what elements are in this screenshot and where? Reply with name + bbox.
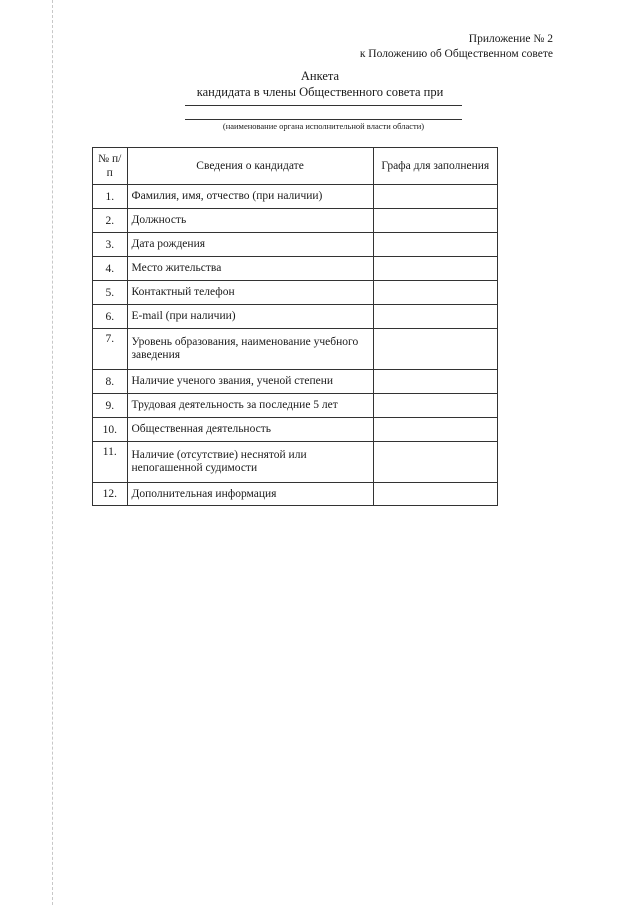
row-label: Дополнительная информация <box>127 483 373 506</box>
row-label: Дата рождения <box>127 233 373 257</box>
row-number: 8. <box>93 370 128 394</box>
table-header-row <box>93 148 498 185</box>
fill-cell[interactable] <box>373 209 497 233</box>
table-row <box>93 233 498 257</box>
fill-cell[interactable] <box>373 257 497 281</box>
row-label: Наличие (отсутствие) неснятой или непогашенной судимости <box>127 442 373 483</box>
organ-name-blank-line-2[interactable] <box>185 119 462 120</box>
row-label: Наличие ученого звания, ученой степени <box>127 370 373 394</box>
table-row <box>93 418 498 442</box>
table-row <box>93 370 498 394</box>
row-label: Фамилия, имя, отчество (при наличии) <box>127 185 373 209</box>
table-row <box>93 209 498 233</box>
row-label: Место жительства <box>127 257 373 281</box>
table-row <box>93 185 498 209</box>
fill-cell[interactable] <box>373 329 497 370</box>
row-number: 7. <box>93 329 128 370</box>
row-label: Общественная деятельность <box>127 418 373 442</box>
organ-name-caption: (наименование органа исполнительной власти области) <box>222 121 425 131</box>
row-label: Контактный телефон <box>127 281 373 305</box>
table-row <box>93 394 498 418</box>
fill-cell[interactable] <box>373 394 497 418</box>
fill-cell[interactable] <box>373 483 497 506</box>
table-row <box>93 281 498 305</box>
fill-cell[interactable] <box>373 305 497 329</box>
row-label: Трудовая деятельность за последние 5 лет <box>127 394 373 418</box>
row-number: 2. <box>93 209 128 233</box>
table-row <box>93 483 498 506</box>
row-number: 10. <box>93 418 128 442</box>
row-number: 11. <box>93 442 128 483</box>
fill-cell[interactable] <box>373 281 497 305</box>
form-title <box>0 68 640 100</box>
table-row <box>93 305 498 329</box>
row-number: 4. <box>93 257 128 281</box>
table-row <box>93 329 498 370</box>
row-number: 5. <box>93 281 128 305</box>
form-title-sub: кандидата в члены Общественного совета при <box>196 85 444 99</box>
row-number: 1. <box>93 185 128 209</box>
table-row <box>93 442 498 483</box>
fill-cell[interactable] <box>373 418 497 442</box>
row-number: 12. <box>93 483 128 506</box>
fill-cell[interactable] <box>373 442 497 483</box>
row-number: 9. <box>93 394 128 418</box>
row-number: 3. <box>93 233 128 257</box>
row-number: 6. <box>93 305 128 329</box>
header-info: Сведения о кандидате <box>127 148 373 185</box>
table-row <box>93 257 498 281</box>
row-label: E-mail (при наличии) <box>127 305 373 329</box>
appendix-reference: к Положению об Общественном совете <box>359 48 553 60</box>
header-fill: Графа для заполнения <box>373 148 497 185</box>
organ-name-blank-line[interactable] <box>185 105 462 106</box>
fill-cell[interactable] <box>373 185 497 209</box>
appendix-number: Приложение № 2 <box>468 33 553 45</box>
fill-cell[interactable] <box>373 370 497 394</box>
scan-edge-line <box>52 0 53 905</box>
appendix-header <box>360 32 553 62</box>
fill-cell[interactable] <box>373 233 497 257</box>
row-label: Должность <box>127 209 373 233</box>
form-title-main: Анкета <box>300 69 340 83</box>
row-label: Уровень образования, наименование учебного заведения <box>127 329 373 370</box>
header-num: № п/п <box>93 148 128 185</box>
candidate-info-table <box>92 147 498 506</box>
